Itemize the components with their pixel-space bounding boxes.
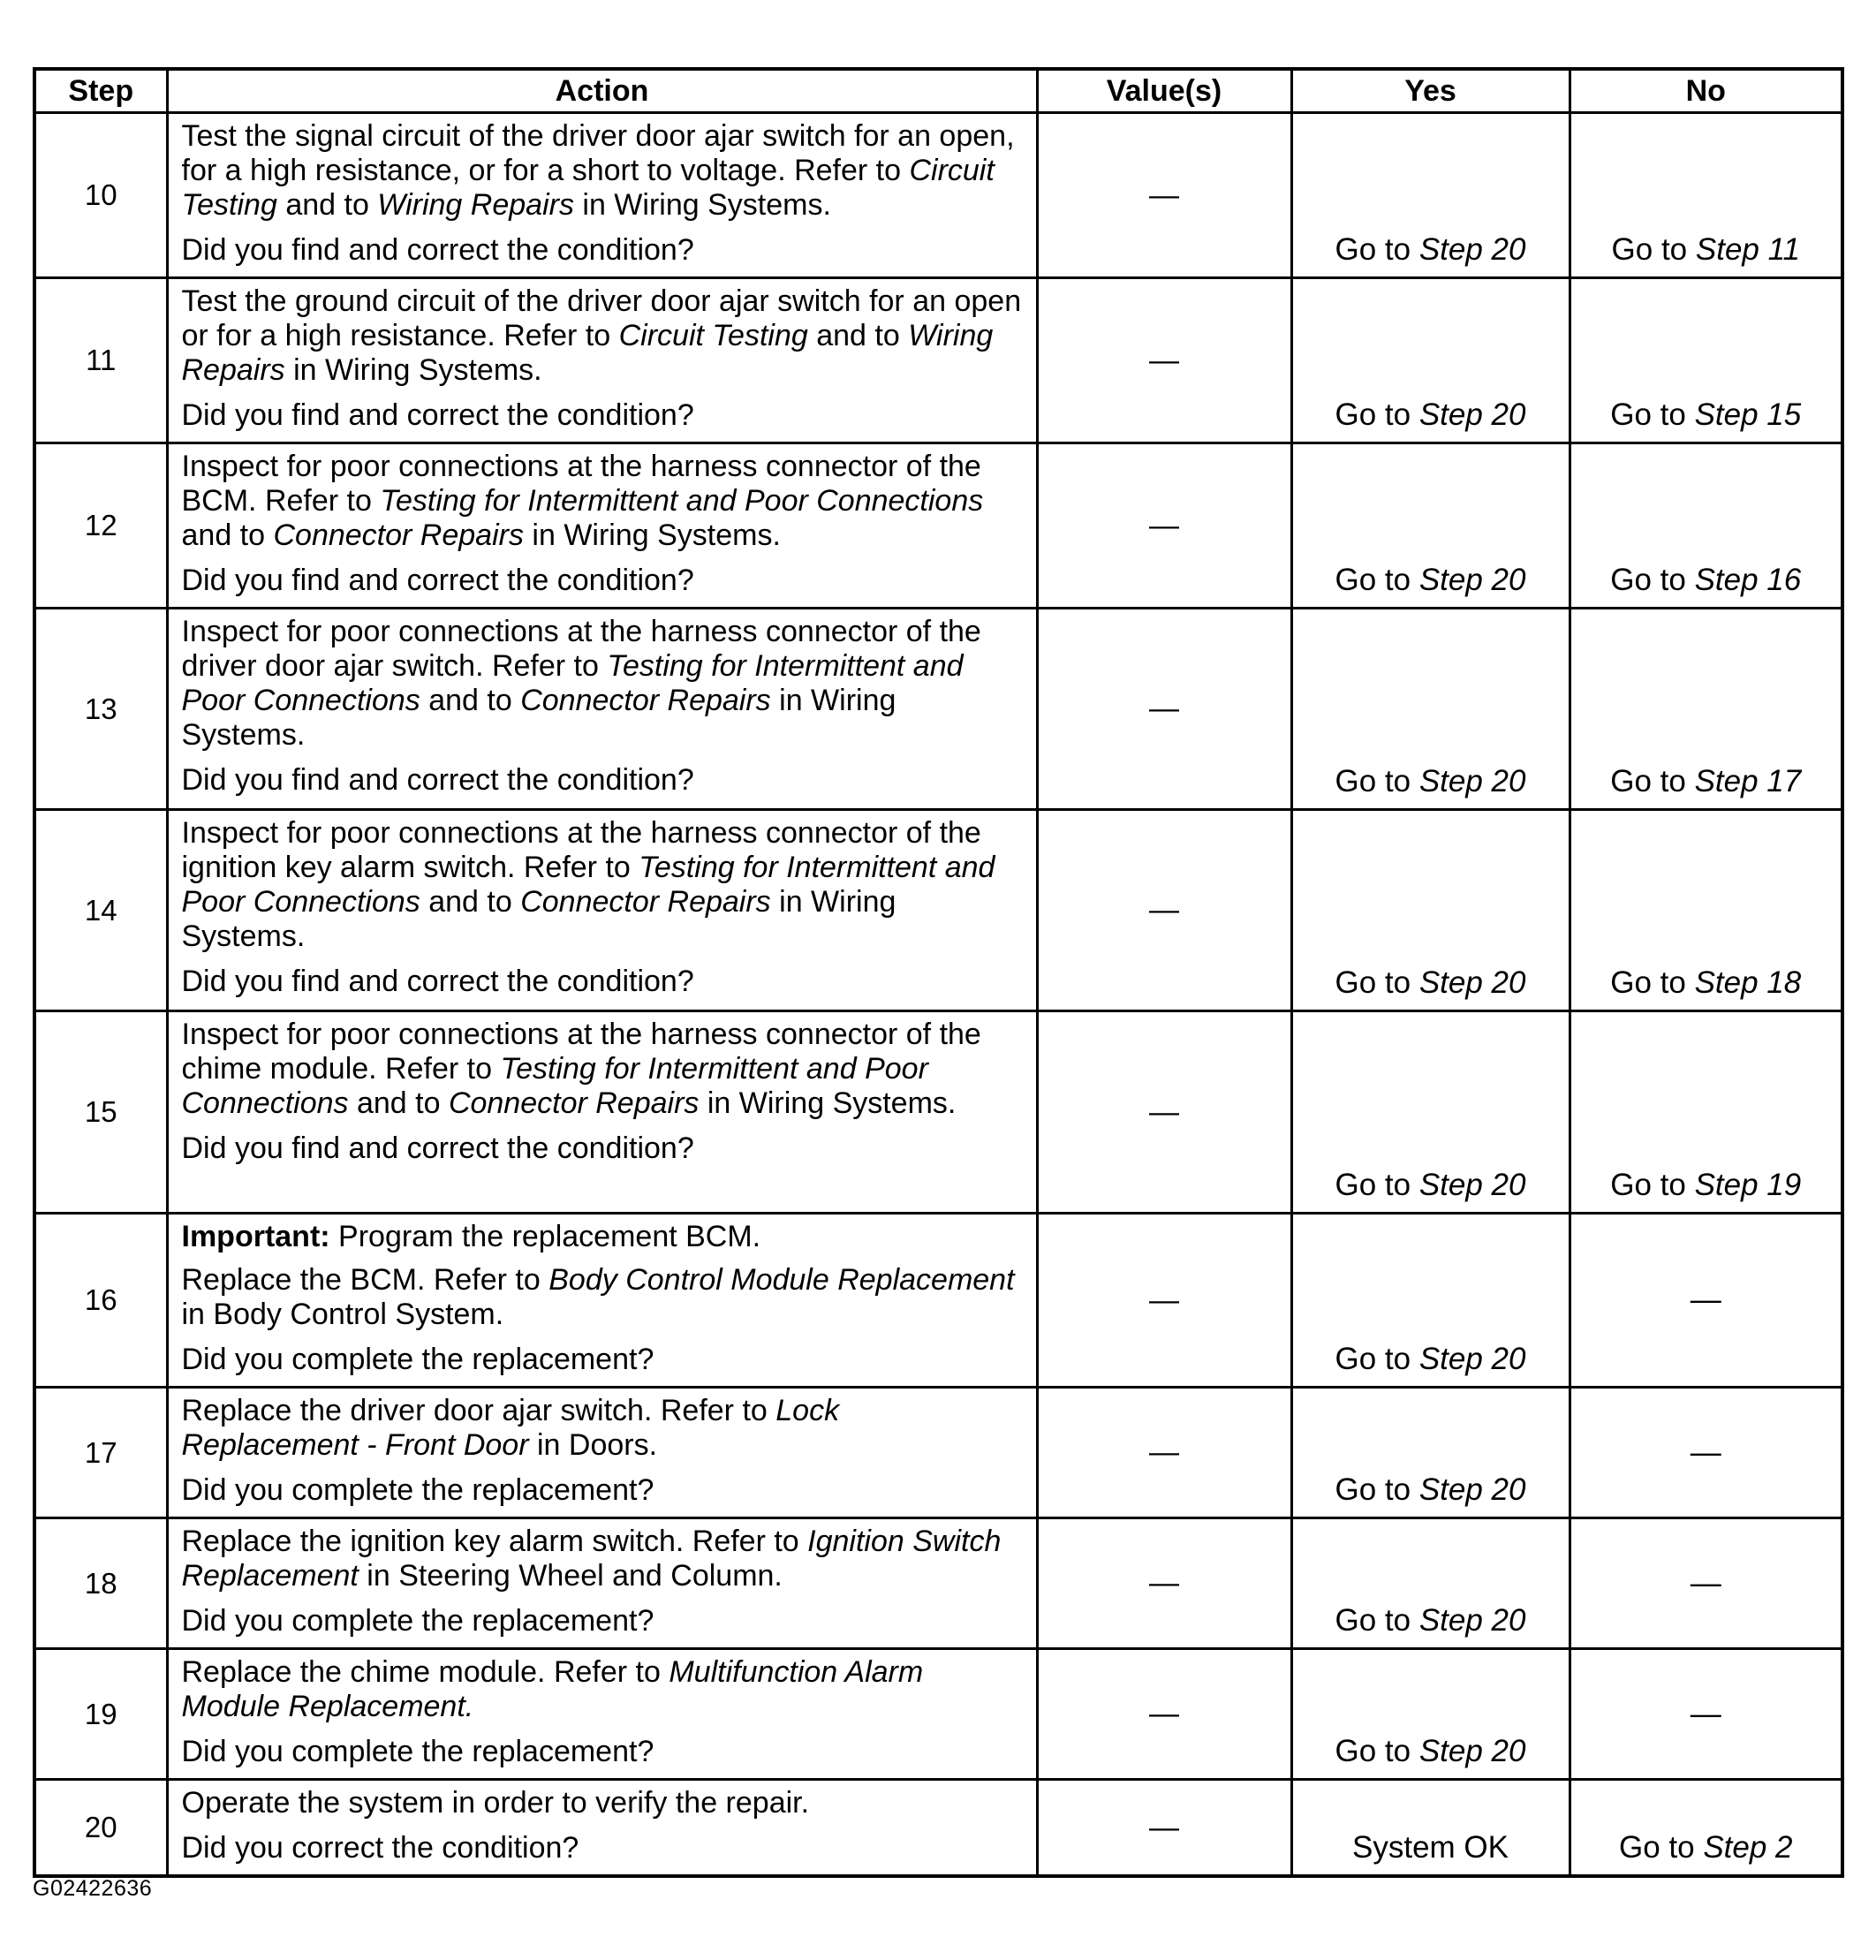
no-cell (1570, 1388, 1842, 1518)
table-row (34, 1780, 1842, 1877)
action-cell (167, 810, 1037, 1011)
action-segment: Replace the BCM. Refer to (181, 1263, 549, 1297)
yes-prefix: Go to (1335, 563, 1419, 597)
important-text: Program the replacement BCM. (329, 1220, 761, 1253)
action-segment: Operate the system in order to verify the repair. (181, 1786, 810, 1820)
table-row (34, 113, 1842, 278)
action-cell (167, 609, 1037, 810)
action-segment: and to (420, 885, 521, 919)
no-step-ref: Step 11 (1695, 232, 1800, 267)
action-segment: Inspect for poor connections at the harness connector of the ignition key alarm switch. Refer to (181, 816, 981, 884)
action-question: Did you complete the replacement? (181, 1343, 654, 1376)
action-segment: in Steering Wheel and Column. (358, 1559, 783, 1593)
step-number: 18 (34, 1518, 167, 1649)
no-prefix: Go to (1610, 563, 1695, 597)
table-header-row (34, 69, 1842, 113)
action-segment: Test the signal circuit of the driver door ajar switch for an open, for a high resistance, or for a short to voltage. Refer to (181, 119, 1015, 187)
yes-step-ref: Step 20 (1418, 1472, 1526, 1507)
action-cell (167, 1011, 1037, 1214)
action-reference: Ignition Switch Replacement (181, 1525, 1002, 1593)
yes-cell (1291, 609, 1570, 810)
table-row (34, 278, 1842, 443)
table-row (34, 1011, 1842, 1214)
action-segment: in Body Control System. (181, 1298, 504, 1331)
action-question: Did you correct the condition? (181, 1831, 579, 1865)
action-cell (167, 113, 1037, 278)
action-text (182, 450, 1024, 553)
action-segment: and to (276, 188, 378, 222)
value-cell: — (1037, 1518, 1291, 1649)
step-number: 20 (34, 1780, 167, 1877)
important-note (182, 1220, 1024, 1254)
no-prefix: Go to (1610, 764, 1695, 798)
table-row (34, 1388, 1842, 1518)
action-reference: Multifunction Alarm Module Replacement. (181, 1655, 924, 1723)
no-cell (1570, 609, 1842, 810)
table-row (34, 443, 1842, 609)
header-no: No (1570, 69, 1842, 113)
table-row (34, 1518, 1842, 1649)
action-segment: and to (181, 518, 274, 552)
action-segment: Inspect for poor connections at the harness connector of the chime module. Refer to (181, 1018, 981, 1086)
action-question: Did you complete the replacement? (181, 1735, 654, 1768)
yes-cell (1291, 1214, 1570, 1388)
yes-prefix: Go to (1335, 1472, 1419, 1507)
no-cell (1570, 1518, 1842, 1649)
action-reference: Connector Repairs (448, 1086, 700, 1120)
step-number: 17 (34, 1388, 167, 1518)
action-cell (167, 1388, 1037, 1518)
yes-prefix: Go to (1335, 1603, 1419, 1638)
no-cell (1570, 113, 1842, 278)
value-cell: — (1037, 810, 1291, 1011)
step-number: 10 (34, 113, 167, 278)
no-cell (1570, 278, 1842, 443)
value-cell: — (1037, 113, 1291, 278)
yes-prefix: Go to (1335, 1734, 1419, 1768)
action-reference: Connector Repairs (520, 885, 771, 919)
action-reference: Wiring Repairs (181, 319, 994, 387)
step-number: 11 (34, 278, 167, 443)
step-number: 12 (34, 443, 167, 609)
value-cell: — (1037, 1780, 1291, 1877)
action-question: Did you find and correct the condition? (181, 965, 694, 998)
action-cell (167, 1780, 1037, 1877)
no-step-ref: Step 17 (1694, 764, 1802, 798)
action-segment: Inspect for poor connections at the harness connector of the driver door ajar switch. Refer to (181, 615, 981, 683)
action-segment: in Wiring Systems. (699, 1086, 957, 1120)
action-reference: Testing for Intermittent and Poor Connections (181, 649, 964, 717)
header-step: Step (34, 69, 167, 113)
yes-step-ref: Step 20 (1418, 1168, 1526, 1202)
yes-step-ref: Step 20 (1418, 764, 1526, 798)
action-text (182, 1655, 1024, 1724)
action-reference: Circuit Testing (181, 154, 995, 222)
action-reference: Circuit Testing (618, 319, 808, 352)
no-dash: — (1690, 1283, 1721, 1317)
action-text (182, 615, 1024, 753)
action-segment: in Wiring Systems. (181, 684, 896, 752)
figure-code: G02422636 (33, 1876, 153, 1901)
action-question: Did you find and correct the condition? (181, 763, 694, 797)
yes-prefix: Go to (1335, 1168, 1419, 1202)
action-cell (167, 1649, 1037, 1780)
action-cell (167, 1214, 1037, 1388)
yes-prefix: Go to (1335, 965, 1419, 1000)
action-question: Did you find and correct the condition? (181, 398, 694, 432)
yes-step-ref: Step 20 (1418, 1734, 1526, 1768)
table-row (34, 1214, 1842, 1388)
yes-result: System OK (1352, 1830, 1509, 1865)
yes-prefix: Go to (1335, 397, 1419, 432)
diagnostic-table (33, 67, 1844, 1878)
value-cell: — (1037, 1649, 1291, 1780)
action-question: Did you complete the replacement? (181, 1473, 654, 1507)
yes-cell (1291, 1518, 1570, 1649)
no-cell (1570, 1649, 1842, 1780)
no-step-ref: Step 15 (1694, 397, 1802, 432)
value-cell: — (1037, 1214, 1291, 1388)
no-cell (1570, 443, 1842, 609)
action-segment: and to (348, 1086, 449, 1120)
yes-step-ref: Step 20 (1418, 397, 1526, 432)
action-segment: and to (420, 684, 521, 717)
table-row (34, 609, 1842, 810)
value-cell: — (1037, 443, 1291, 609)
header-yes: Yes (1291, 69, 1570, 113)
step-number: 19 (34, 1649, 167, 1780)
value-cell: — (1037, 278, 1291, 443)
action-question: Did you find and correct the condition? (181, 564, 694, 597)
yes-prefix: Go to (1335, 1342, 1419, 1376)
action-segment: in Doors. (528, 1428, 658, 1462)
no-prefix: Go to (1610, 965, 1695, 1000)
action-segment: Inspect for poor connections at the harness connector of the BCM. Refer to (181, 450, 981, 518)
no-dash: — (1690, 1434, 1721, 1470)
yes-prefix: Go to (1335, 764, 1419, 798)
action-reference: Connector Repairs (520, 684, 771, 717)
action-segment: in Wiring Systems. (523, 518, 781, 552)
yes-step-ref: Step 20 (1418, 232, 1526, 267)
step-number: 14 (34, 810, 167, 1011)
action-text (182, 119, 1024, 223)
yes-prefix: Go to (1335, 232, 1419, 267)
action-reference: Connector Repairs (273, 518, 524, 552)
action-text (182, 1018, 1024, 1121)
yes-step-ref: Step 20 (1418, 1342, 1526, 1376)
no-step-ref: Step 18 (1694, 965, 1802, 1000)
no-prefix: Go to (1618, 1830, 1704, 1865)
table-row (34, 1649, 1842, 1780)
action-segment: Replace the driver door ajar switch. Refer to (181, 1394, 776, 1427)
action-segment: Replace the ignition key alarm switch. Refer to (181, 1525, 808, 1558)
action-reference: Testing for Intermittent and Poor Connections (181, 851, 995, 919)
step-number: 16 (34, 1214, 167, 1388)
no-prefix: Go to (1611, 232, 1696, 267)
yes-cell (1291, 810, 1570, 1011)
no-prefix: Go to (1610, 1168, 1695, 1202)
action-reference: Testing for Intermittent and Poor Connections (181, 1052, 928, 1120)
yes-step-ref: Step 20 (1418, 965, 1526, 1000)
header-action: Action (167, 69, 1037, 113)
no-dash: — (1690, 1565, 1721, 1601)
action-text (182, 1786, 1024, 1820)
important-label: Important: (181, 1220, 330, 1253)
action-text (182, 816, 1024, 954)
action-segment: and to (807, 319, 909, 352)
no-step-ref: Step 19 (1694, 1168, 1802, 1202)
action-segment: in Wiring Systems. (284, 353, 542, 387)
value-cell: — (1037, 1011, 1291, 1214)
action-segment: Test the ground circuit of the driver door ajar switch for an open or for a high resistance. Refer to (181, 284, 1022, 352)
yes-cell (1291, 443, 1570, 609)
no-cell (1570, 1780, 1842, 1877)
yes-cell (1291, 278, 1570, 443)
yes-step-ref: Step 20 (1418, 1603, 1526, 1638)
value-cell: — (1037, 1388, 1291, 1518)
no-cell (1570, 1214, 1842, 1388)
yes-cell (1291, 1780, 1570, 1877)
table-row (34, 810, 1842, 1011)
action-segment: in Wiring Systems. (181, 885, 896, 953)
yes-step-ref: Step 20 (1418, 563, 1526, 597)
table-body (34, 113, 1842, 1877)
no-step-ref: Step 2 (1703, 1830, 1793, 1865)
action-reference: Body Control Module Replacement (548, 1263, 1015, 1297)
yes-cell (1291, 1388, 1570, 1518)
action-cell (167, 443, 1037, 609)
action-question: Did you find and correct the condition? (181, 233, 694, 267)
header-values: Value(s) (1037, 69, 1291, 113)
action-text (182, 1263, 1024, 1332)
action-reference: Lock Replacement - Front Door (181, 1394, 840, 1462)
action-cell (167, 278, 1037, 443)
step-number: 15 (34, 1011, 167, 1214)
action-reference: Testing for Intermittent and Poor Connections (380, 484, 984, 518)
action-segment: Replace the chime module. Refer to (181, 1655, 669, 1689)
no-step-ref: Step 16 (1694, 563, 1802, 597)
action-segment: in Wiring Systems. (573, 188, 831, 222)
no-cell (1570, 1011, 1842, 1214)
value-cell: — (1037, 609, 1291, 810)
action-text (182, 1394, 1024, 1463)
no-prefix: Go to (1610, 397, 1695, 432)
yes-cell (1291, 1649, 1570, 1780)
action-text (182, 284, 1024, 388)
yes-cell (1291, 113, 1570, 278)
action-reference: Wiring Repairs (377, 188, 574, 222)
action-cell (167, 1518, 1037, 1649)
no-dash: — (1690, 1696, 1721, 1731)
no-cell (1570, 810, 1842, 1011)
yes-cell (1291, 1011, 1570, 1214)
action-question: Did you complete the replacement? (181, 1604, 654, 1638)
action-text (182, 1525, 1024, 1593)
step-number: 13 (34, 609, 167, 810)
action-question: Did you find and correct the condition? (181, 1131, 694, 1165)
